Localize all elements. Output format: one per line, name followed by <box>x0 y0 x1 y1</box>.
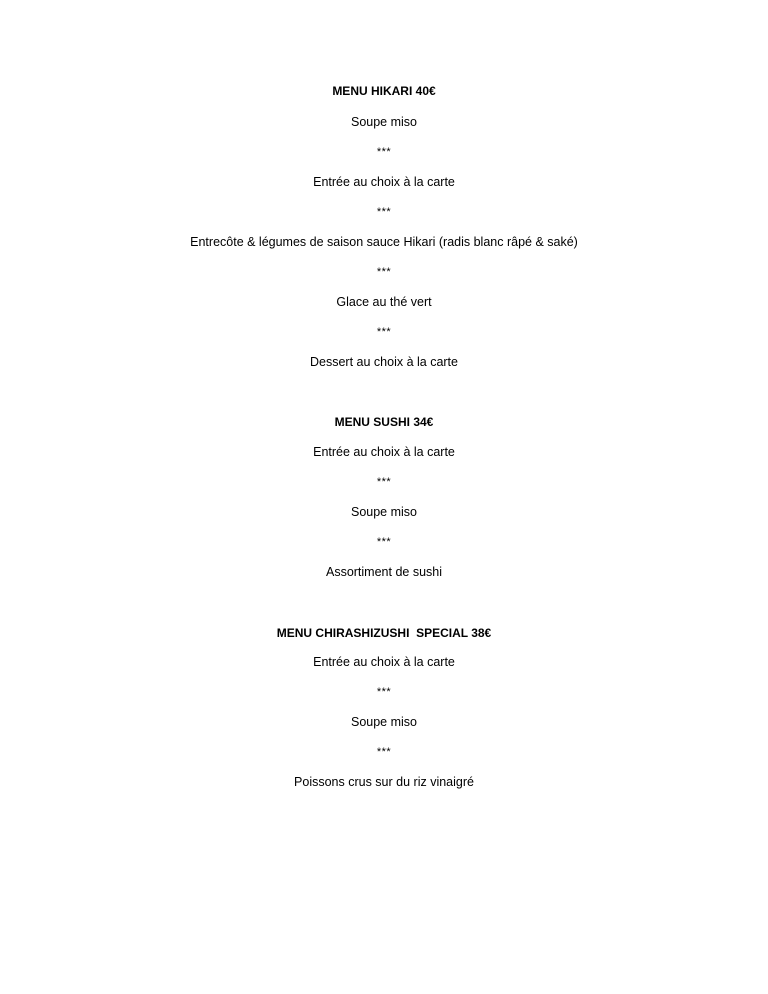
menu-hikari-title: MENU HIKARI 40€ <box>332 84 436 98</box>
menu-chirashizushi-item: Entrée au choix à la carte <box>313 655 455 669</box>
menu-chirashizushi-item: Poissons crus sur du riz vinaigré <box>294 775 474 789</box>
menu-chirashizushi-title: MENU CHIRASHIZUSHI SPECIAL 38€ <box>276 626 492 640</box>
menu-separator: *** <box>376 146 392 158</box>
menu-separator: *** <box>376 266 392 278</box>
menu-separator: *** <box>376 476 392 488</box>
menu-sushi-item: Soupe miso <box>350 505 417 519</box>
menu-hikari-item: Entrée au choix à la carte <box>313 175 455 189</box>
menu-sushi-item: Assortiment de sushi <box>325 565 443 579</box>
menu-hikari-item: Entrecôte & légumes de saison sauce Hikari (radis blanc râpé & saké) <box>190 235 578 249</box>
menu-separator: *** <box>376 746 392 758</box>
menu-separator: *** <box>376 326 392 338</box>
menu-hikari-item: Glace au thé vert <box>336 295 432 309</box>
menu-separator: *** <box>376 206 392 218</box>
menu-sushi-item: Entrée au choix à la carte <box>313 445 455 459</box>
menu-hikari-item: Dessert au choix à la carte <box>310 355 458 369</box>
menu-hikari-item: Soupe miso <box>350 115 417 129</box>
menu-chirashizushi-item: Soupe miso <box>350 715 417 729</box>
menu-sushi-title: MENU SUSHI 34€ <box>334 415 434 429</box>
menu-separator: *** <box>376 686 392 698</box>
menu-separator: *** <box>376 536 392 548</box>
